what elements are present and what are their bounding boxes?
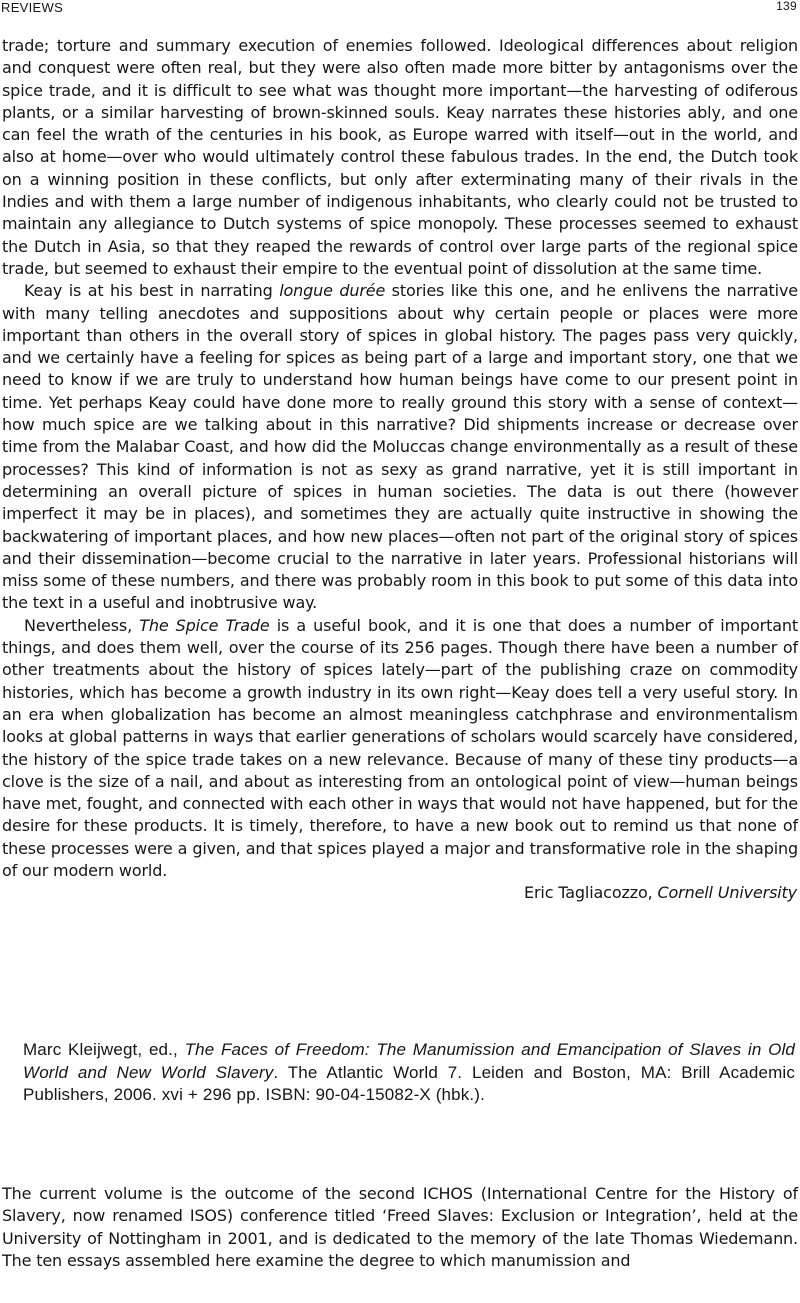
paragraph: The current volume is the outcome of the second ICHOS (International Centre for the History of Slavery, now renamed ISOS) conference titled ‘Freed Slaves: Exclusion or Integration’, held at the University of Nottingham in 2001, and is dedicated to the memory of the late Thomas Wiedemann. The ten essays assembled here examine the degree to which manumission and bbox=[2, 1184, 798, 1270]
running-header bbox=[1, 0, 797, 18]
review-faces-of-freedom bbox=[2, 1183, 798, 1272]
paragraph-text: Nevertheless, bbox=[24, 615, 140, 635]
italic-term: longue durée bbox=[279, 281, 386, 301]
citation-authors: Marc Kleijwegt, ed., bbox=[23, 1040, 185, 1059]
reviewer-signature bbox=[2, 882, 798, 904]
page-number: 139 bbox=[776, 0, 797, 13]
paragraph-text: Keay is at his best in narrating bbox=[24, 281, 280, 301]
citation-title: The Faces of Freedom: The Manumission and Emancipation of Slaves in Old World and New World Slavery bbox=[23, 1040, 795, 1082]
book-title: The Spice Trade bbox=[139, 615, 270, 635]
section-title: REVIEWS bbox=[1, 0, 64, 15]
paragraph bbox=[2, 615, 798, 883]
reviewer-affiliation: Cornell University bbox=[657, 883, 797, 903]
paragraph-text: is a useful book, and it is one that does a number of important things, and does them well, over the course of its 256 pages. Though there have been a number of other treatments about the history of spices lately—part of the publishing craze on commodity histories, which has become a growth industry in its own right—Keay does tell a very useful story. In an era when globalization has become an almost meaningless catchphrase and environmentalism looks at global patterns in ways that earlier generations of scholars would scarcely have considered, the history of the spice trade takes on a new relevance. Because of many of these tiny products—a clove is the size of a nail, and about as interesting from an ontological point of view—human beings have met, fought, and connected with each other in ways that would not have happened, but for the desire for these products. It is timely, therefore, to have a new book out to remind us that none of these processes were a given, and that spices played a major and transformative role in the shaping of our modern world. bbox=[2, 615, 798, 880]
reviewer-name: Eric Tagliacozzo, bbox=[524, 883, 658, 903]
citation-details: . The Atlantic World 7. Leiden and Boston, MA: Brill Academic Publishers, 2006. xvi + 296 pp. ISBN: 90-04-15082-X (hbk.). bbox=[23, 1062, 795, 1104]
paragraph: trade; torture and summary execution of enemies followed. Ideological differences about religion and conquest were often real, but they were also often made more bitter by antagonisms over the spice trade, and it is difficult to see what was thought more important—the harvesting of odiferous plants, or a similar harvesting of brown-skinned souls. Keay narrates these histories ably, and one can feel the wrath of the centuries in his book, as Europe warred with itself—out in the world, and also at home—over who would ultimately control these fabulous trades. In the end, the Dutch took on a winning position in these conflicts, but only after exterminating many of their rivals in the Indies and with them a large number of indigenous inhabitants, who clearly could not be trusted to maintain any allegiance to Dutch systems of spice monopoly. These processes seemed to exhaust the Dutch in Asia, so that they reaped the rewards of control over large parts of the regional spice trade, but seemed to exhaust their empire to the eventual point of dissolution at the same time. bbox=[2, 36, 798, 278]
paragraph bbox=[2, 280, 798, 614]
paragraph-text: stories like this one, and he enlivens the narrative with many telling anecdotes and suppositions about why certain people or places were more important than others in the overall story of spices in global history. The pages pass very quickly, and we certainly have a feeling for spices as being part of a large and important story, one that we need to know if we are truly to understand how human beings have come to our present point in time. Yet perhaps Keay could have done more to really ground this story with a sense of context—how much spice are we talking about in this narrative? Did shipments increase or decrease over time from the Malabar Coast, and how did the Moluccas change environmentally as a result of these processes? This kind of information is not as sexy as grand narrative, yet it is still important in determining an overall picture of spices in human societies. The data is out there (however imperfect it may be in places), and sometimes they are actually quite instructive in showing the backwatering of important places, and how new places—often not part of the original story of spices and their dissemination—become crucial to the narrative in later years. Professional historians will miss some of these numbers, and there was probably room in this book to put some of this data into the text in a useful and inobtrusive way. bbox=[2, 281, 798, 613]
review-spice-trade bbox=[2, 35, 798, 905]
book-citation bbox=[23, 1039, 795, 1107]
